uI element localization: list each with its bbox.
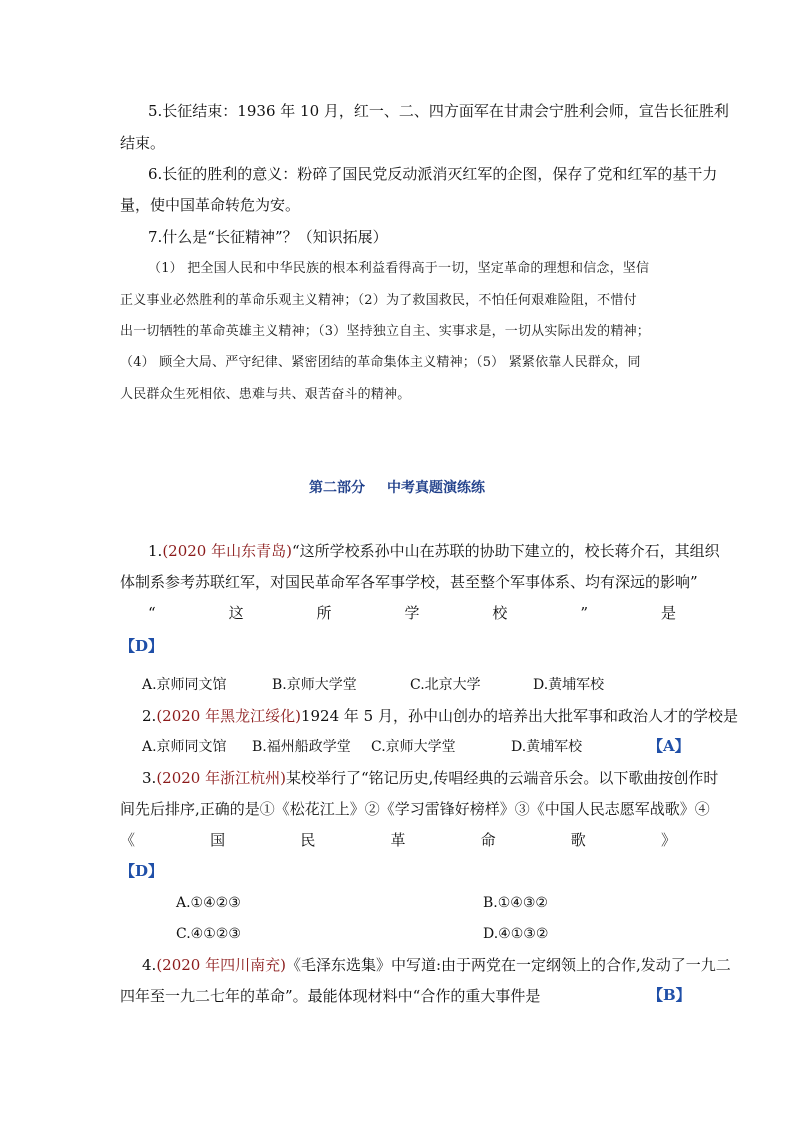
- q4-line2: 四年至一九二七年的革命”。最能体现材料中“合作的重大事件是: [120, 987, 541, 1005]
- item6-line1: 6.长征的胜利的意义：粉碎了国民党反动派消灭红军的企图，保存了党和红军的基干力: [148, 165, 718, 183]
- q4-answer: 【B】: [648, 986, 691, 1004]
- q3-spread-char: 《: [120, 831, 136, 849]
- q3-line2: 间先后排序,正确的是①《松花江上》②《学习雷锋好榜样》③《中国人民志愿军战歌》④: [120, 800, 710, 818]
- q1-spread-char: 校: [492, 604, 508, 622]
- q1-spread-line: [148, 603, 676, 623]
- q2-option-c: C.京师大学堂: [371, 739, 456, 755]
- spirit-line: 人民群众生死相依、患难与共、艰苦奋斗的精神。: [120, 387, 411, 402]
- q1-spread-char: 是: [660, 604, 676, 622]
- section-heading-part: 第二部分: [309, 480, 365, 496]
- q1-spread-char: “: [148, 604, 156, 622]
- q1-option-b: B.京师大学堂: [272, 677, 357, 693]
- section-heading-title: 中考真题演练练: [387, 480, 485, 496]
- q1-option-d: D.黄埔军校: [533, 677, 605, 693]
- q1-option-c: C.北京大学: [410, 677, 481, 693]
- item5-line2: 结束。: [120, 134, 166, 152]
- q4-text: 《毛泽东选集》中写道:由于两党在一定纲领上的合作,发动了一九二: [285, 956, 731, 974]
- q3-option-b: B.①④③②: [483, 895, 548, 911]
- q3-option-a: A.①④②③: [176, 895, 241, 911]
- q1-spread-char: 这: [228, 604, 244, 622]
- q3-answer: 【D】: [120, 862, 164, 880]
- q3-spread-line: [120, 830, 676, 850]
- q2-answer: 【A】: [648, 737, 690, 755]
- q2-line1: [142, 706, 738, 726]
- q1-option-a: A.京师同文馆: [142, 677, 227, 693]
- q2-option-d: D.黄埔军校: [511, 739, 583, 755]
- q1-source: (2020 年山东青岛): [162, 542, 292, 560]
- spirit-line: 出一切牺牲的革命英雄主义精神；（3）坚持独立自主、实事求是，一切从实际出发的精神；: [120, 324, 650, 339]
- q3-spread-char: 革: [390, 831, 406, 849]
- q1-spread-char: 所: [316, 604, 332, 622]
- q3-source: (2020 年浙江杭州): [156, 769, 286, 787]
- q1-line2: 体制系参考苏联红军，对国民革命军各军事学校，甚至整个军事体系、均有深远的影响”: [120, 573, 698, 591]
- q3-option-d: D.④①③②: [483, 926, 549, 942]
- q2-source: (2020 年黑龙江绥化): [156, 707, 301, 725]
- q3-number: 3.: [142, 769, 157, 787]
- q1-number: 1.: [148, 542, 163, 560]
- q2-option-a: A.京师同文馆: [142, 739, 227, 755]
- q1-text: “这所学校系孙中山在苏联的协助下建立的，校长蒋介石，其组织: [291, 542, 720, 560]
- item6-line2: 量，使中国革命转危为安。: [120, 196, 301, 214]
- q2-number: 2.: [142, 707, 157, 725]
- q4-number: 4.: [142, 956, 157, 974]
- q4-source: (2020 年四川南充): [156, 956, 286, 974]
- q1-line1: [148, 541, 720, 561]
- q3-line1: [142, 768, 718, 788]
- q1-answer: 【D】: [120, 637, 164, 655]
- q3-option-c: C.④①②③: [176, 926, 241, 942]
- item5-line1: 5.长征结束：1936 年 10 月，红一、二、四方面军在甘肃会宁胜利会师，宣告长征胜利: [148, 102, 729, 120]
- spirit-line: （1） 把全国人民和中华民族的根本利益看得高于一切，坚定革命的理想和信念，坚信: [148, 261, 650, 276]
- q3-spread-char: 歌: [570, 831, 586, 849]
- spirit-line: （4） 顾全大局、严守纪律、紧密团结的革命集体主义精神；（5） 紧紧依靠人民群众，同: [120, 355, 641, 370]
- section-heading: [0, 478, 794, 498]
- spirit-line: 正义事业必然胜利的革命乐观主义精神；（2）为了救国救民，不怕任何艰难险阻，不惜付: [120, 293, 637, 308]
- q3-spread-char: 国: [210, 831, 226, 849]
- item7-title: 7.什么是“长征精神”？（知识拓展）: [148, 228, 388, 246]
- q3-spread-char: 》: [660, 831, 676, 849]
- q1-spread-char: 学: [404, 604, 420, 622]
- q3-spread-char: 民: [300, 831, 316, 849]
- q4-line1: [142, 955, 731, 975]
- q2-option-b: B.福州船政学堂: [252, 739, 351, 755]
- q3-text: 某校举行了“铭记历史,传唱经典的云端音乐会。以下歌曲按创作时: [285, 769, 719, 787]
- q1-spread-char: ”: [580, 604, 589, 622]
- q2-text: 1924 年 5 月，孙中山创办的培养出大批军事和政治人才的学校是: [300, 707, 738, 725]
- q3-spread-char: 命: [480, 831, 496, 849]
